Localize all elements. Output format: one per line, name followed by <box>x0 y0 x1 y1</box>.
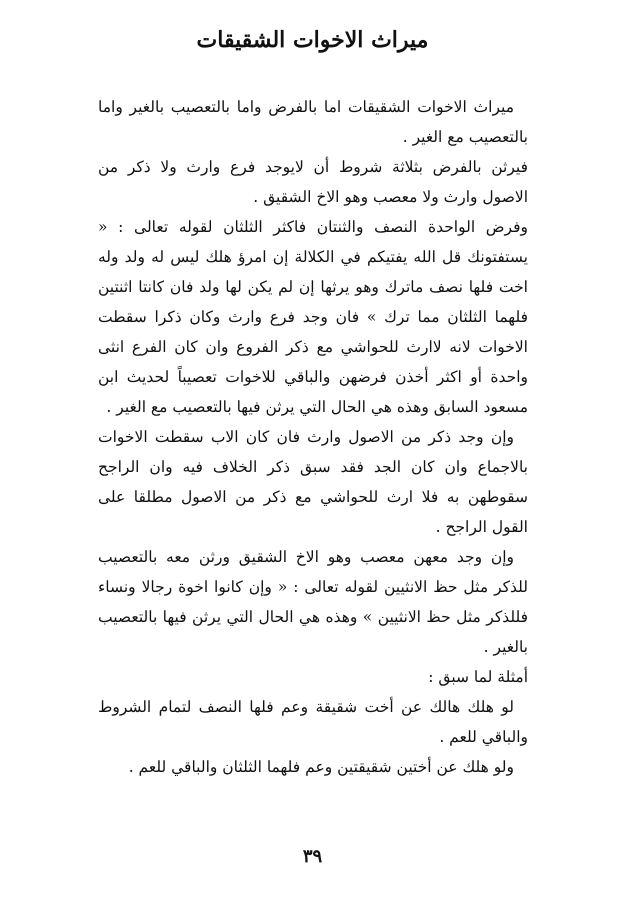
examples-heading: أمثلة لما سبق : <box>428 668 528 686</box>
paragraph-ascendants: وإن وجد ذكر من الاصول وارث فان كان الاب سقطت الاخوات بالاجماع وان كان الجد فقد سبق ذكر الخلاف فيه وان الراجح سقوطهن به فلا ارث للحواشي مع ذكر من الاصول مطلقا على القول الراجح . <box>98 428 528 536</box>
page-body <box>98 92 528 782</box>
paragraph-conditions: فيرثن بالفرض بثلاثة شروط أن لايوجد فرع وارث ولا ذكر من الاصول وارث ولا معصب وهو الاخ الشقيق . <box>98 158 528 206</box>
paragraph-shares: وفرض الواحدة النصف والثنتان فاكثر الثلثان لقوله تعالى : « يستفتونك قل الله يفتيكم في الكلالة إن امرؤ هلك ليس له ولد وله اخت فلها نصف ماترك وهو يرثها إن لم يكن لها ولد فان كانتا اثنتين فلهما الثلثان مما ترك » فان وجد فرع وارث وكان ذكرا سقطت الاخوات لانه لاارث للحواشي مع ذكر الفروع وان كان الفرع انثى واحدة أو اكثر أخذن فرضهن والباقي للاخوات تعصيباً لحديث ابن مسعود السابق وهذه هي الحال التي يرثن فيها بالتعصيب مع الغير . <box>98 218 528 416</box>
paragraph-brother: وإن وجد معهن معصب وهو الاخ الشقيق ورثن معه بالتعصيب للذكر مثل حظ الانثيين لقوله تعالى : « وإن كانوا اخوة رجالا ونساء فللذكر مثل حظ الانثيين » وهذه هي الحال التي يرثن فيها بالتعصيب بالغير . <box>98 548 528 656</box>
page-title: ميراث الاخوات الشقيقات <box>196 27 429 53</box>
example-2: ولو هلك عن أختين شقيقتين وعم فلهما الثلثان والباقي للعم . <box>128 758 514 776</box>
example-1: لو هلك هالك عن أخت شقيقة وعم فلها النصف لتمام الشروط والباقي للعم . <box>98 698 528 746</box>
page-number: ٣٩ <box>302 846 323 867</box>
paragraph-intro: ميراث الاخوات الشقيقات اما بالفرض واما بالتعصيب بالغير واما بالتعصيب مع الغير . <box>98 98 528 146</box>
